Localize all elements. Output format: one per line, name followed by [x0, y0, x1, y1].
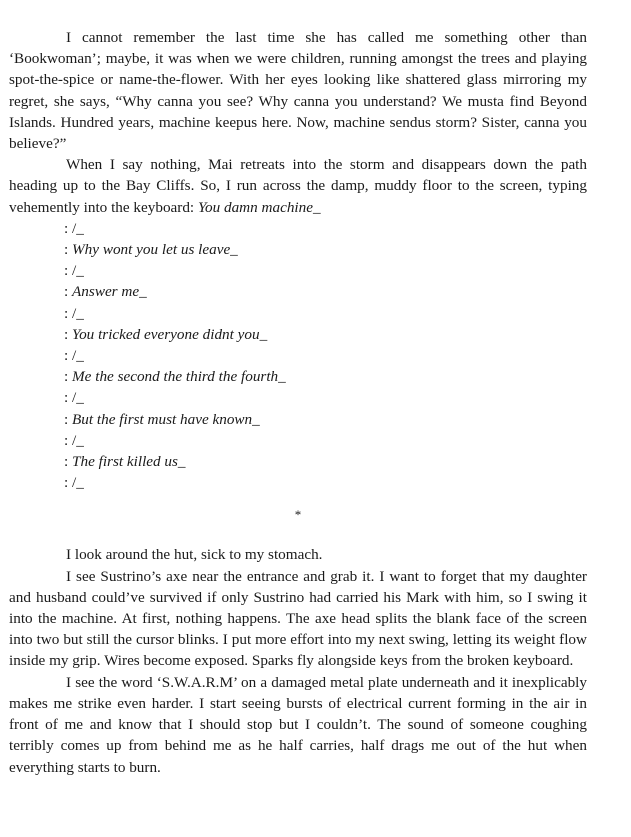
typed-message: You damn machine_ — [197, 198, 321, 216]
terminal-message: The first killed us_ — [72, 453, 186, 471]
paragraph-bookwoman: I cannot remember the last time she has called me something other than ‘Bookwoman’; maybe, it was when we were children, running amongst the trees and playing spot-the-spice or name-the-flower. With her eyes looking like shattered glass mirroring my regret, she says, “Why canna you see? Why canna you understand? We musta find Beyond Islands. Hundred years, machine keepus here. Now, machine sendus storm? Sister, canna you believe?” — [9, 29, 587, 153]
terminal-line — [9, 409, 587, 430]
terminal-prompt: : — [64, 453, 73, 471]
paragraph-mai-retreats — [9, 154, 587, 218]
terminal-line — [9, 387, 587, 408]
terminal-prompt: : /_ — [64, 304, 84, 322]
terminal-message: Why wont you let us leave_ — [72, 241, 238, 259]
terminal-prompt: : /_ — [64, 389, 84, 407]
terminal-transcript — [9, 218, 587, 494]
paragraph-axe: I see Sustrino’s axe near the entrance and grab it. I want to forget that my daughter and husband could’ve survived if only Sustrino had carried his Mark with him, so I swing it into the machine. At first, nothing happens. The axe head splits the blank face of the screen into two but still the cursor blinks. I put more effort into my next swing, letting its weight flow inside my grip. Wires become exposed. Sparks fly alongside keys from the broken keyboard. — [9, 567, 587, 670]
terminal-line — [9, 324, 587, 345]
terminal-line — [9, 472, 587, 493]
terminal-prompt: : /_ — [64, 262, 84, 280]
terminal-prompt: : — [64, 241, 73, 259]
terminal-prompt: : — [64, 410, 73, 428]
paragraph-mai-retreats-text: When I say nothing, Mai retreats into the storm and disappears down the path heading up to the Bay Cliffs. So, I run across the damp, muddy floor to the screen, typing vehemently into the keyboard: — [9, 156, 587, 216]
terminal-line — [9, 430, 587, 451]
terminal-prompt: : — [64, 368, 73, 386]
terminal-prompt: : — [64, 325, 73, 343]
terminal-line — [9, 303, 587, 324]
paragraph-look-around: I look around the hut, sick to my stomach. — [66, 546, 323, 564]
terminal-line — [9, 260, 587, 281]
terminal-prompt: : /_ — [64, 474, 84, 492]
terminal-line — [9, 345, 587, 366]
terminal-message: You tricked everyone didnt you_ — [72, 325, 268, 343]
paragraph-swarm: I see the word ‘S.W.A.R.M’ on a damaged metal plate underneath and it inexplicably makes me strike even harder. I start seeing bursts of electrical current forming in the air in front of me and know that I should stop but I couldn’t. The sound of someone coughing terribly comes up from behind me as he half carries, half drags me out of the hut when everything starts to burn. — [9, 673, 587, 776]
terminal-prompt: : /_ — [64, 431, 84, 449]
terminal-line — [9, 366, 587, 387]
terminal-line — [9, 218, 587, 239]
terminal-prompt: : /_ — [64, 219, 84, 237]
terminal-prompt: : /_ — [64, 347, 84, 365]
section-break: * — [294, 507, 302, 523]
terminal-line — [9, 281, 587, 302]
document-page — [9, 27, 587, 778]
terminal-message: Me the second the third the fourth_ — [72, 368, 286, 386]
terminal-line — [9, 451, 587, 472]
terminal-prompt: : — [64, 283, 73, 301]
terminal-message: But the first must have known_ — [72, 410, 260, 428]
terminal-line — [9, 239, 587, 260]
terminal-message: Answer me_ — [72, 283, 147, 301]
section-gap — [9, 525, 587, 544]
